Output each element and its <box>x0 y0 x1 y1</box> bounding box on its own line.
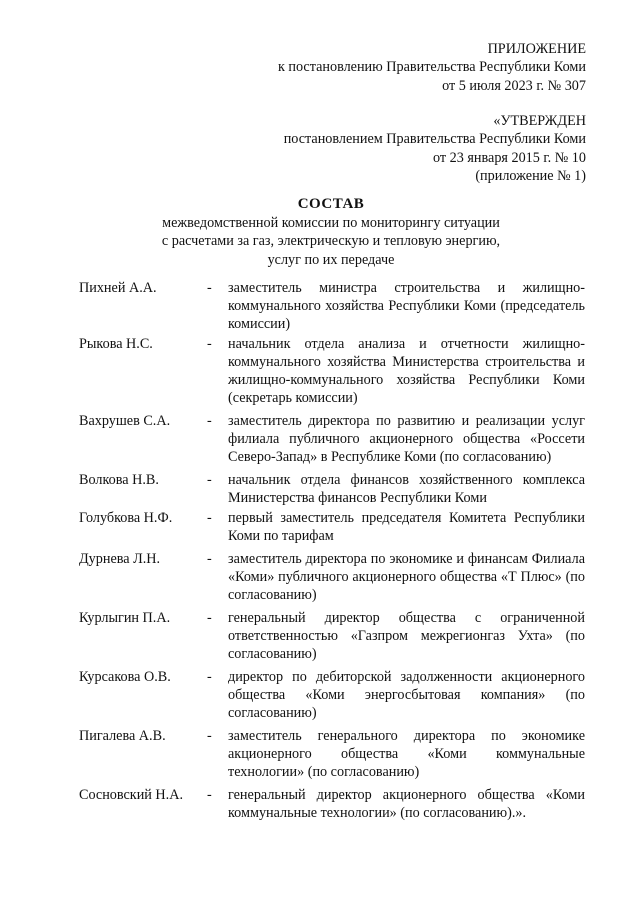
document-title: СОСТАВ <box>297 196 365 212</box>
member-row <box>79 550 585 604</box>
member-name: Вахрушев С.А. <box>79 413 171 429</box>
member-role: заместитель директора по развитию и реализации услуг филиала публичного акционерного общества «Россети Северо-Запад» в Республике Коми (по согласованию) <box>228 413 585 465</box>
member-role: заместитель генерального директора по экономике акционерного общества «Коми коммунальные технологии» (по согласованию) <box>228 728 585 780</box>
approved-label: «УТВЕРЖДЕН <box>493 113 586 129</box>
appendix-header <box>278 40 586 95</box>
document-title-block <box>0 194 640 269</box>
member-dash: - <box>207 280 212 296</box>
member-dash: - <box>207 413 212 429</box>
member-dash: - <box>207 728 212 744</box>
member-name: Волкова Н.В. <box>79 472 159 488</box>
member-role: директор по дебиторской задолженности акционерного общества «Коми энергосбытовая компания» (по согласованию) <box>228 669 585 721</box>
document-subtitle-line-2: с расчетами за газ, электрическую и тепловую энергию, <box>161 233 501 250</box>
member-name: Рыкова Н.С. <box>79 336 153 352</box>
member-role: генеральный директор акционерного общества «Коми коммунальные технологии» (по согласованию).». <box>228 787 585 821</box>
member-role: заместитель директора по экономике и финансам Филиала «Коми» публичного акционерного общества «Т Плюс» (по согласованию) <box>228 551 585 603</box>
member-row <box>79 786 585 822</box>
member-dash: - <box>207 472 212 488</box>
member-row <box>79 668 585 722</box>
appendix-reference: к постановлению Правительства Республики Коми <box>277 59 586 76</box>
member-name: Пихней А.А. <box>79 280 157 296</box>
member-row <box>79 509 585 545</box>
member-role: заместитель министра строительства и жилищно-коммунального хозяйства Республики Коми (председатель комиссии) <box>228 280 585 332</box>
member-role: начальник отдела финансов хозяйственного комплекса Министерства финансов Республики Коми <box>228 472 585 506</box>
member-name: Пигалева А.В. <box>79 728 166 744</box>
member-role: первый заместитель председателя Комитета Республики Коми по тарифам <box>228 510 585 544</box>
approved-date-number: от 23 января 2015 г. № 10 <box>433 149 586 166</box>
member-dash: - <box>207 510 212 526</box>
member-dash: - <box>207 787 212 803</box>
member-name: Голубкова Н.Ф. <box>79 510 173 526</box>
member-row <box>79 412 585 466</box>
member-row <box>79 471 585 507</box>
appendix-date-number: от 5 июля 2023 г. № 307 <box>442 77 586 94</box>
member-role: генеральный директор общества с ограниченной ответственностью «Газпром межрегионгаз Ухта» (по согласованию) <box>228 610 585 662</box>
member-row <box>79 279 585 333</box>
approval-stamp-text <box>284 112 586 186</box>
member-name: Сосновский Н.А. <box>79 787 184 803</box>
commission-members-list <box>79 279 585 822</box>
member-name: Дурнева Л.Н. <box>79 551 161 567</box>
appendix-label: ПРИЛОЖЕНИЕ <box>487 41 586 57</box>
document-subtitle-line-3: услуг по их передаче <box>267 251 395 268</box>
member-dash: - <box>207 336 212 352</box>
member-dash: - <box>207 551 212 567</box>
member-row <box>79 727 585 781</box>
member-row <box>79 335 585 407</box>
document-subtitle-line-1: межведомственной комиссии по мониторингу ситуации <box>162 215 500 231</box>
member-dash: - <box>207 669 212 685</box>
member-name: Курсакова О.В. <box>79 669 171 685</box>
member-name: Курлыгин П.А. <box>79 610 171 626</box>
member-dash: - <box>207 610 212 626</box>
approved-reference: постановлением Правительства Республики Коми <box>283 131 586 148</box>
member-row <box>79 609 585 663</box>
member-role: начальник отдела анализа и отчетности жилищно-коммунального хозяйства Министерства строительства и жилищно-коммунального хозяйства Республики Коми (секретарь комиссии) <box>228 336 585 406</box>
approved-appendix-number: (приложение № 1) <box>475 168 586 185</box>
